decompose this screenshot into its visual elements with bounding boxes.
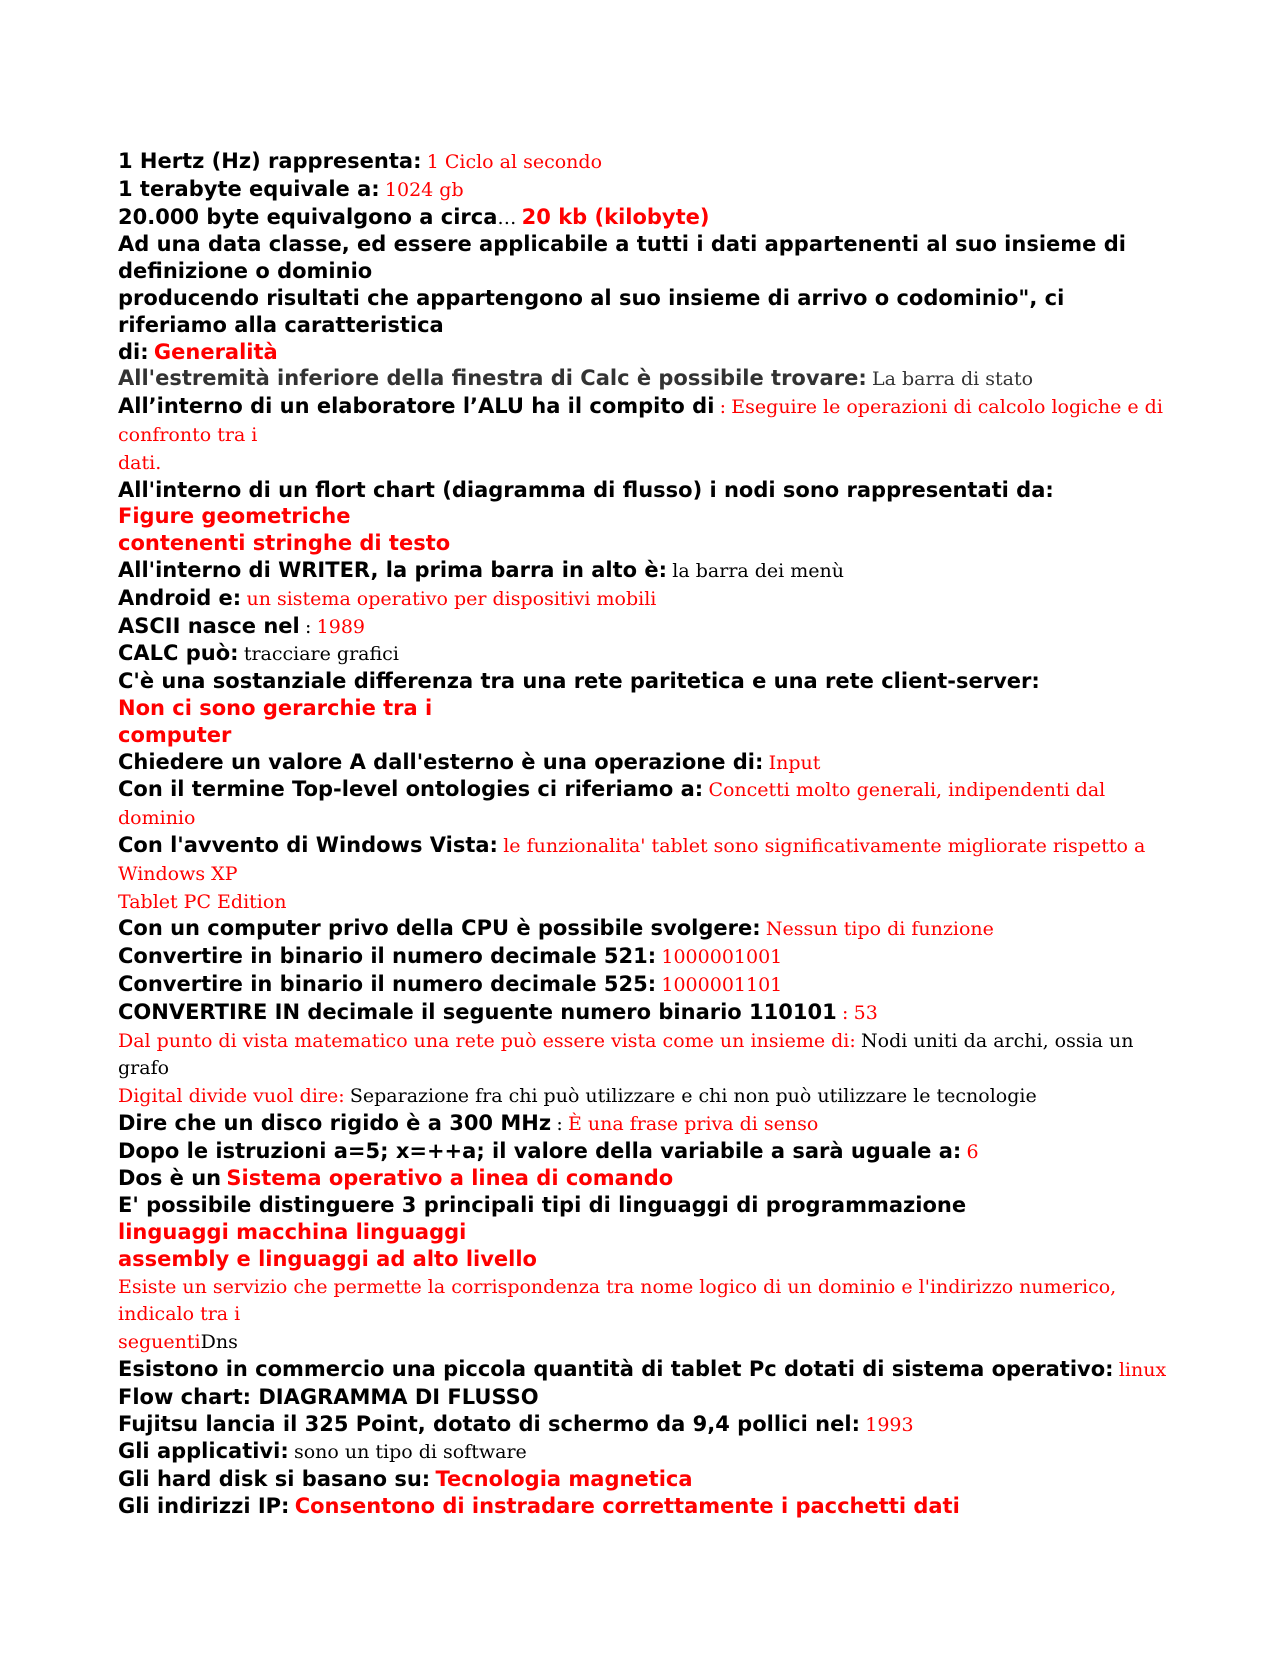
question-text: CONVERTIRE IN decimale il seguente numero binario 110101 xyxy=(118,999,837,1024)
question-text: 20.000 byte equivalgono a circa xyxy=(118,204,498,229)
qa-line xyxy=(118,1466,1168,1493)
question-text: seguenti xyxy=(118,1331,201,1354)
answer-text: 1024 gb xyxy=(384,178,464,201)
answer-text: 1 Ciclo al secondo xyxy=(426,151,603,173)
qa-line xyxy=(118,477,1168,504)
answer-text: 1000001001 xyxy=(661,946,783,969)
qa-line xyxy=(118,999,1168,1027)
answer-text: Tablet PC Edition xyxy=(118,890,287,913)
answer-text: Concetti molto generali, indipendenti dal dominio xyxy=(118,779,1106,830)
qa-line xyxy=(118,231,1168,285)
question-text: Con un computer privo della CPU è possibile svolgere: xyxy=(118,916,761,941)
answer-text: La barra di stato xyxy=(871,368,1034,391)
qa-line xyxy=(118,285,1168,339)
answer-text: Tecnologia magnetica xyxy=(435,1467,693,1492)
answer-text: le funzionalita' tablet sono significativamente migliorate rispetto a Windows XP xyxy=(118,834,1146,885)
question-text: CALC può: xyxy=(118,641,239,666)
qa-line xyxy=(118,749,1168,777)
qa-line xyxy=(118,722,1168,749)
qa-line xyxy=(118,176,1168,204)
qa-line xyxy=(118,148,1168,176)
answer-text: È una frase priva di senso xyxy=(567,1112,819,1135)
qa-line xyxy=(118,1219,1168,1246)
answer-text: Eseguire le operazioni di calcolo logiche e di confronto tra i xyxy=(118,396,1163,446)
answer-text: linux xyxy=(1118,1359,1167,1382)
separator: : xyxy=(556,1112,563,1135)
question-text: Chiedere un valore A dall'esterno è una operazione di: xyxy=(118,749,764,774)
answer-text: Non ci sono gerarchie tra i xyxy=(118,695,433,720)
question-text: ASCII nasce nel xyxy=(118,613,300,638)
qa-line xyxy=(118,1192,1168,1219)
qa-line xyxy=(118,449,1168,477)
question-text: Digital divide vuol dire: xyxy=(118,1085,345,1108)
question-text: C'è una sostanziale differenza tra una rete paritetica e una rete client-server: xyxy=(118,669,1040,694)
qa-line xyxy=(118,1138,1168,1166)
answer-text: Dns xyxy=(200,1331,238,1354)
qa-line xyxy=(118,1273,1168,1329)
qa-line xyxy=(118,204,1168,232)
question-text: Android e: xyxy=(118,585,242,610)
answer-text: Input xyxy=(768,751,821,774)
qa-line xyxy=(118,503,1168,530)
qa-line xyxy=(118,1356,1168,1384)
answer-text: Generalità xyxy=(153,339,278,364)
question-text: Gli indirizzi IP: xyxy=(118,1494,290,1519)
separator: : xyxy=(719,396,727,419)
question-text: E' possibile distinguere 3 principali tipi di linguaggi di programmazione xyxy=(118,1193,967,1218)
qa-line xyxy=(118,1411,1168,1439)
question-text: Fujitsu lancia il 325 Point, dotato di schermo da 9,4 pollici nel: xyxy=(118,1411,860,1436)
qa-line xyxy=(118,943,1168,971)
question-text: All'interno di WRITER, la prima barra in alto è: xyxy=(118,557,668,582)
separator: : xyxy=(841,1001,849,1024)
qa-line xyxy=(118,1110,1168,1138)
qa-line xyxy=(118,339,1168,366)
question-text: Convertire in binario il numero decimale 521: xyxy=(118,944,657,969)
question-text: Dopo le istruzioni a=5; x=++a; il valore della variabile a sarà uguale a: xyxy=(118,1138,962,1163)
answer-text: un sistema operativo per dispositivi mobili xyxy=(246,587,657,610)
answer-text: Sistema operativo a linea di comando xyxy=(226,1166,674,1191)
answer-text: Nessun tipo di funzione xyxy=(765,918,994,941)
qa-line xyxy=(118,640,1168,668)
qa-line xyxy=(118,1165,1168,1192)
answer-text: Consentono di instradare correttamente i pacchetti dati xyxy=(294,1494,960,1519)
qa-line xyxy=(118,530,1168,557)
qa-line xyxy=(118,1082,1168,1110)
answer-text: Nodi uniti da archi, ossia un grafo xyxy=(118,1029,1134,1080)
qa-line xyxy=(118,832,1168,888)
qa-line xyxy=(118,585,1168,613)
document-body xyxy=(118,148,1168,1520)
qa-line xyxy=(118,1384,1168,1411)
question-text: All’interno di un elaboratore l’ALU ha il compito di xyxy=(118,394,715,419)
qa-line xyxy=(118,888,1168,916)
question-text: Gli hard disk si basano su: xyxy=(118,1467,431,1492)
answer-text: dati. xyxy=(118,451,162,474)
answer-text: 53 xyxy=(853,1001,878,1024)
separator: : xyxy=(305,615,312,638)
qa-line xyxy=(118,1027,1168,1083)
qa-line xyxy=(118,1328,1168,1356)
qa-line xyxy=(118,776,1168,832)
question-text: Ad una data classe, ed essere applicabile a tutti i dati appartenenti al suo insieme di definizione o dominio xyxy=(118,232,1126,284)
question-text: Esiste un servizio che permette la corrispondenza tra nome logico di un dominio e l'indirizzo numerico, indicalo tra i xyxy=(118,1275,1117,1326)
question-text: producendo risultati che appartengono al suo insieme di arrivo o codominio", ci riferiamo alla caratteristica xyxy=(118,285,1065,337)
qa-line xyxy=(118,1493,1168,1520)
qa-line xyxy=(118,971,1168,999)
answer-text: tracciare grafici xyxy=(243,643,399,666)
qa-line xyxy=(118,915,1168,943)
answer-text: la barra dei menù xyxy=(672,559,845,582)
answer-text: Figure geometriche xyxy=(118,504,351,529)
answer-text: 6 xyxy=(966,1140,979,1163)
answer-text: 1000001101 xyxy=(661,973,783,996)
question-text: 1 terabyte equivale a: xyxy=(118,176,380,201)
question-text: di: xyxy=(118,339,149,364)
answer-text: sono un tipo di software xyxy=(293,1441,527,1464)
qa-line xyxy=(118,557,1168,585)
separator: … xyxy=(497,206,517,229)
answer-text: assembly e linguaggi ad alto livello xyxy=(118,1246,537,1271)
question-text: Gli applicativi: xyxy=(118,1439,289,1464)
qa-line xyxy=(118,695,1168,722)
qa-line xyxy=(118,1246,1168,1273)
answer-text: 1989 xyxy=(316,615,366,638)
question-text: Esistono in commercio una piccola quantità di tablet Pc dotati di sistema operativo: xyxy=(118,1357,1114,1382)
answer-text: linguaggi macchina linguaggi xyxy=(118,1220,467,1245)
question-text: Dal punto di vista matematico una rete può essere vista come un insieme di: xyxy=(118,1029,856,1052)
question-text: Flow chart: DIAGRAMMA DI FLUSSO xyxy=(118,1384,539,1409)
question-text: All'interno di un flort chart (diagramma di flusso) i nodi sono rappresentati da: xyxy=(118,477,1054,502)
question-text: All'estremità inferiore della finestra di Calc è possibile trovare: xyxy=(118,366,867,391)
qa-line xyxy=(118,365,1168,393)
question-text: Dos è un xyxy=(118,1166,222,1191)
question-text: Dire che un disco rigido è a 300 MHz xyxy=(118,1110,552,1135)
answer-text: computer xyxy=(118,722,232,747)
question-text: Convertire in binario il numero decimale 525: xyxy=(118,971,657,996)
answer-text: contenenti stringhe di testo xyxy=(118,531,451,556)
question-text: Con l'avvento di Windows Vista: xyxy=(118,832,498,857)
question-text: 1 Hertz (Hz) rappresenta: xyxy=(118,149,422,173)
qa-line xyxy=(118,1438,1168,1466)
answer-text: 1993 xyxy=(865,1413,914,1436)
answer-text: Separazione fra chi può utilizzare e chi non può utilizzare le tecnologie xyxy=(349,1085,1037,1108)
qa-line xyxy=(118,613,1168,641)
qa-line xyxy=(118,393,1168,449)
qa-line xyxy=(118,668,1168,695)
question-text: Con il termine Top-level ontologies ci riferiamo a: xyxy=(118,777,704,802)
answer-text: 20 kb (kilobyte) xyxy=(521,204,710,229)
